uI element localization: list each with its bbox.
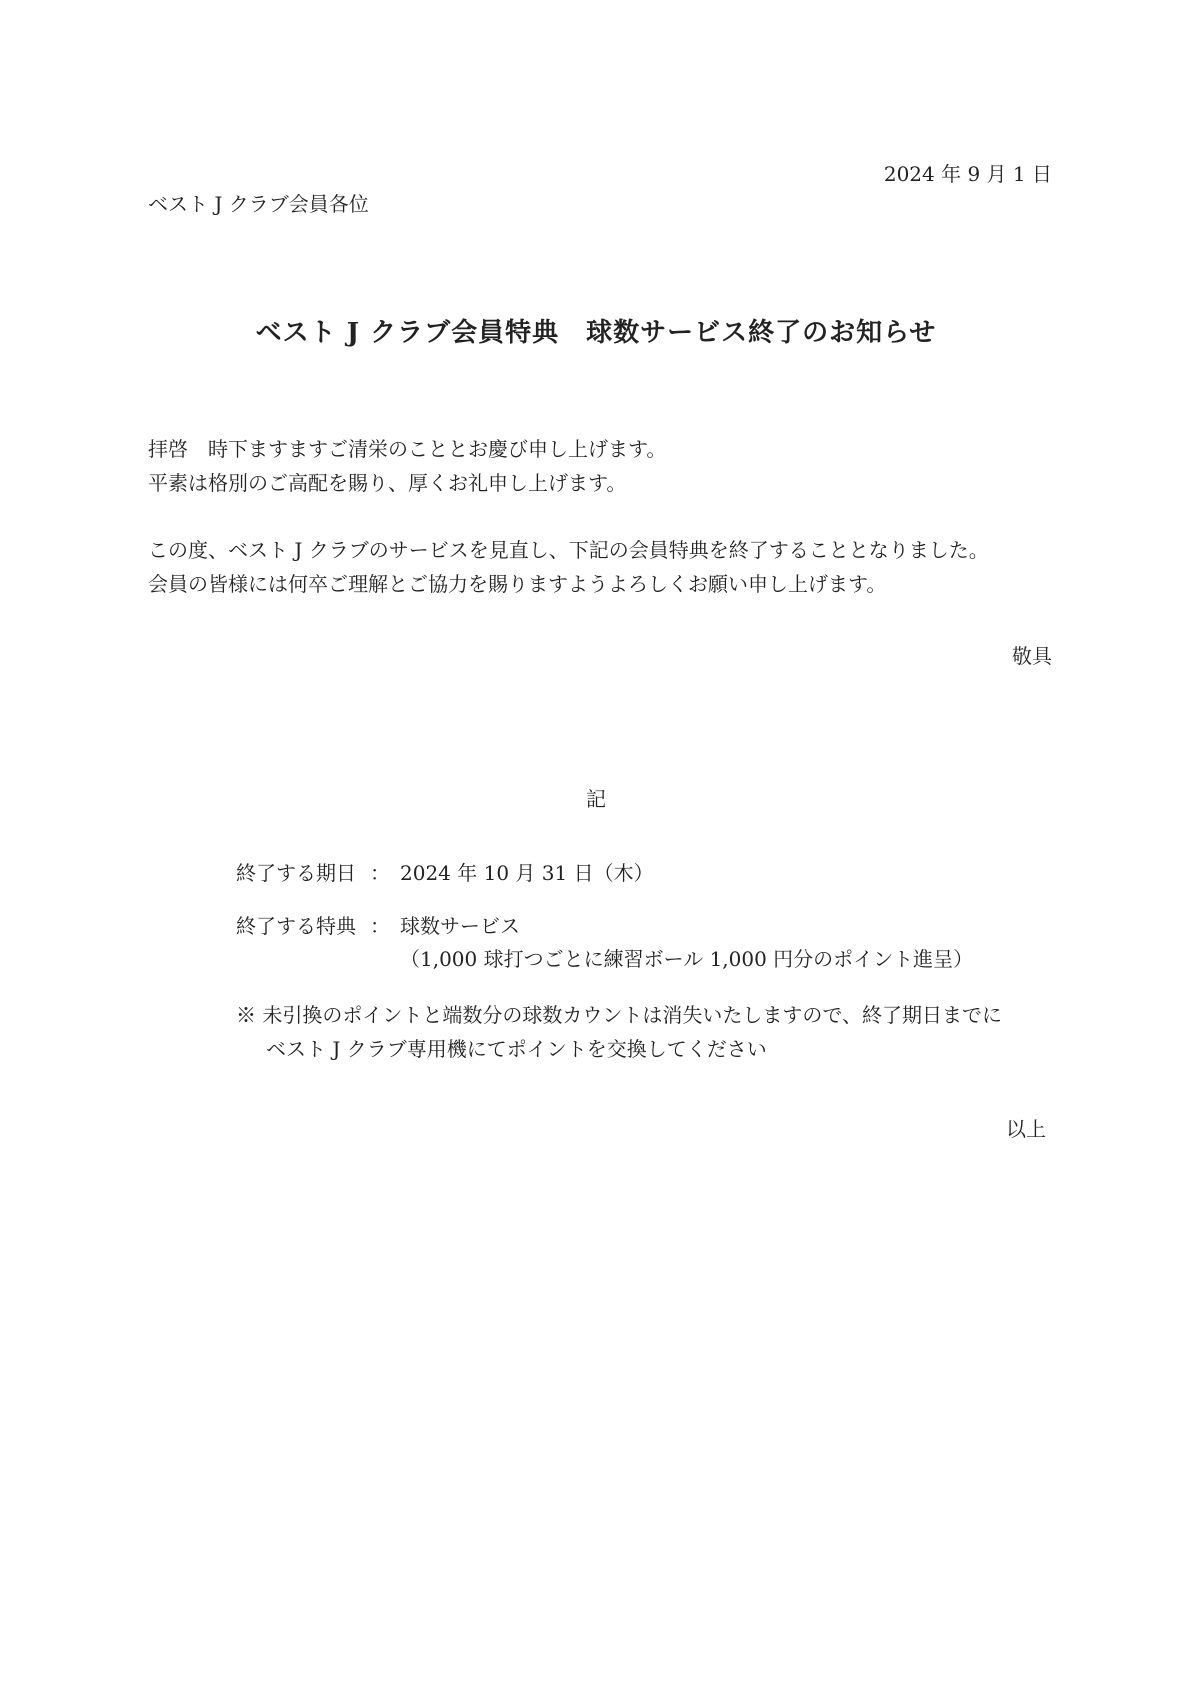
benefit-value: 球数サービス [400, 914, 520, 938]
end-date-value: 2024 年 10 月 31 日（木） [400, 861, 654, 885]
end-date-row [236, 857, 654, 886]
note-line-2: ベスト J クラブ専用機にてポイントを交換してください [266, 1037, 767, 1061]
document-title: ベスト J クラブ会員特典 球数サービス終了のお知らせ [255, 318, 937, 348]
closing-word: 敬具 [1012, 644, 1052, 668]
benefit-label: 終了する特典 [236, 914, 356, 938]
ki-heading: 記 [586, 787, 606, 811]
greeting-line-2: 平素は格別のご高配を賜り、厚くお礼申し上げます。 [148, 471, 627, 495]
body-line-2: 会員の皆様には何卒ご理解とご協力を賜りますようよろしくお願い申し上げます。 [148, 572, 887, 596]
greeting-line-1: 拝啓 時下ますますご清栄のこととお慶び申し上げます。 [148, 437, 667, 461]
addressee: ベスト J クラブ会員各位 [148, 192, 369, 216]
document-date: 2024 年 9 月 1 日 [883, 162, 1052, 186]
benefit-detail: （1,000 球打つごとに練習ボール 1,000 円分のポイント進呈） [400, 947, 974, 971]
benefit-separator: ： [370, 914, 390, 938]
body-line-1: この度、ベスト J クラブのサービスを見直し、下記の会員特典を終了することとなりました。 [148, 538, 989, 562]
end-mark: 以上 [1006, 1117, 1046, 1141]
benefit-row [236, 910, 520, 939]
note-line-1: ※ 未引換のポイントと端数分の球数カウントは消失いたしますので、終了期日までに [236, 1003, 1002, 1027]
greeting-paragraph [148, 432, 666, 500]
end-date-separator: ： [370, 861, 390, 885]
end-date-label: 終了する期日 [236, 861, 356, 885]
note [236, 998, 1002, 1066]
body-paragraph [148, 533, 989, 601]
